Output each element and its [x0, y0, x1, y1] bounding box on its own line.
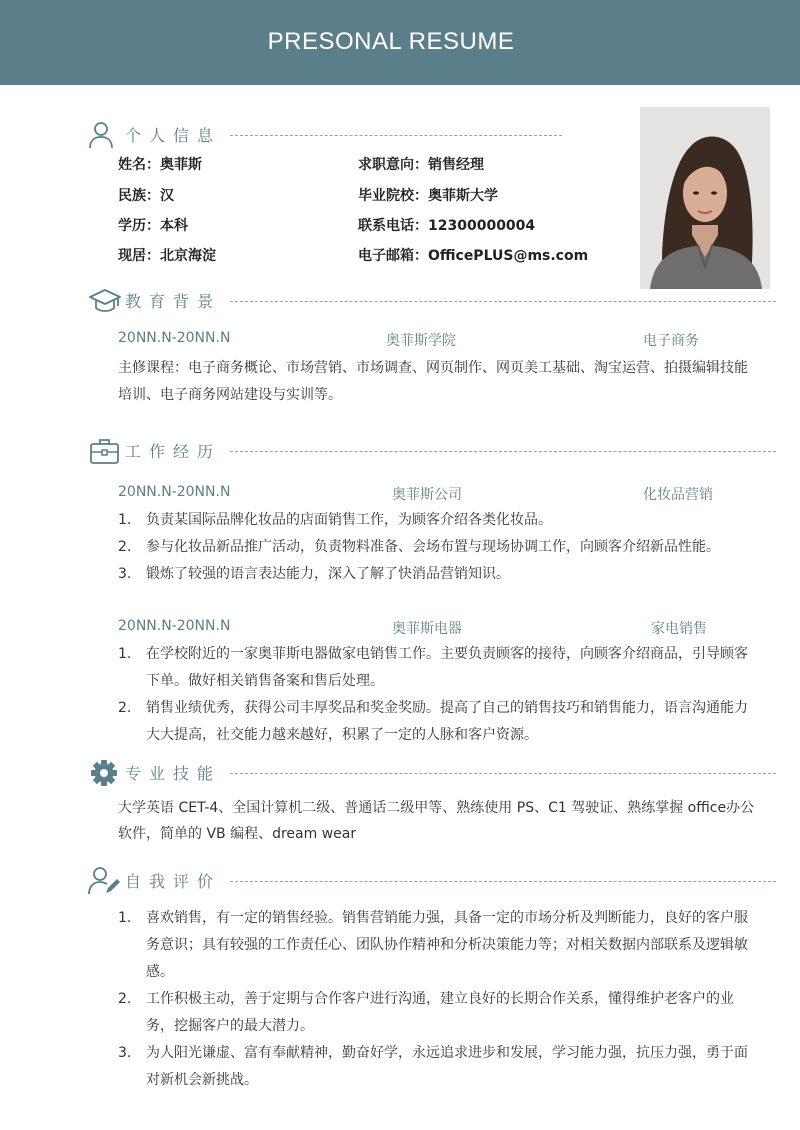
- info-ethnicity: 民族：汉: [118, 188, 174, 204]
- work-period: 20NN.N-20NN.N: [118, 618, 231, 634]
- list-item: 3. 为人阳光谦虚、富有奉献精神，勤奋好学，永远追求进步和发展，学习能力强，抗压力强，勇于面对新机会新挑战。: [118, 1045, 748, 1088]
- skills-text: 大学英语 CET-4、全国计算机二级、普通话二级甲等、熟练使用 PS、C1 驾驶证、熟练掌握 office办公软件，简单的 VB 编程、dream wear: [118, 800, 755, 842]
- section-divider: [230, 301, 776, 302]
- list-item: 2. 工作积极主动，善于定期与合作客户进行沟通，建立良好的长期合作关系，懂得维护老客户的业务，挖掘客户的最大潜力。: [118, 991, 734, 1034]
- work-company: 奥菲斯电器: [392, 621, 462, 637]
- person-edit-icon: [88, 866, 122, 896]
- section-title: 教育背景: [125, 292, 222, 311]
- section-divider: [230, 881, 776, 882]
- section-evaluation: [88, 866, 778, 896]
- work-role: 化妆品营销: [643, 487, 713, 503]
- gear-icon: [88, 758, 122, 788]
- work-company: 奥菲斯公司: [392, 487, 462, 503]
- header-bar: [0, 0, 800, 85]
- section-title: 自我评价: [125, 872, 222, 891]
- resume-title: PRESONAL RESUME: [267, 28, 515, 55]
- list-item: 1. 在学校附近的一家奥菲斯电器做家电销售工作。主要负责顾客的接待，向顾客介绍商品，引导顾客下单。做好相关销售备案和售后处理。: [118, 646, 748, 689]
- list-item: 1. 喜欢销售，有一定的销售经验。销售营销能力强，具备一定的市场分析及判断能力，良好的客户服务意识；具有较强的工作责任心、团队协作精神和分析决策能力等；对相关数据内部联系及逻辑敏感。: [118, 910, 748, 980]
- list-item: 2. 参与化妆品新品推广活动，负责物料准备、会场布置与现场协调工作，向顾客介绍新品性能。: [118, 539, 720, 555]
- section-divider: [230, 773, 776, 774]
- work-period: 20NN.N-20NN.N: [118, 484, 231, 500]
- education-period: 20NN.N-20NN.N: [118, 330, 231, 346]
- briefcase-icon: [88, 436, 122, 466]
- education-major: 电子商务: [643, 333, 699, 349]
- section-title: 个人信息: [125, 126, 222, 145]
- info-residence: 现居：北京海淀: [118, 248, 216, 264]
- section-work: [88, 436, 778, 466]
- education-row: [118, 330, 718, 350]
- info-email: 电子邮箱：OfficePLUS@ms.com: [358, 248, 589, 264]
- info-school: 毕业院校：奥菲斯大学: [358, 188, 498, 204]
- list-item: 2. 销售业绩优秀，获得公司丰厚奖品和奖金奖励。提高了自己的销售技巧和销售能力，语言沟通能力大大提高，社交能力越来越好，积累了一定的人脉和客户资源。: [118, 700, 748, 743]
- section-title: 工作经历: [125, 442, 222, 461]
- education-courses: 主修课程：电子商务概论、市场营销、市场调查、网页制作、网页美工基础、淘宝运营、拍摄编辑技能培训、电子商务网站建设与实训等。: [118, 360, 748, 403]
- graduation-cap-icon: [88, 286, 122, 316]
- person-icon: [88, 120, 122, 150]
- info-phone: 联系电话：12300000004: [358, 218, 536, 234]
- section-divider: [230, 451, 776, 452]
- info-name: 姓名：奥菲斯: [118, 157, 202, 173]
- section-title: 专业技能: [125, 764, 222, 783]
- section-personal-info: [88, 120, 778, 150]
- list-item: 1. 负责某国际品牌化妆品的店面销售工作，为顾客介绍各类化妆品。: [118, 512, 552, 528]
- education-school: 奥菲斯学院: [386, 333, 456, 349]
- list-item: 3. 锻炼了较强的语言表达能力，深入了解了快消品营销知识。: [118, 566, 510, 582]
- work-duties-list: [118, 507, 758, 588]
- work-row: [118, 484, 718, 504]
- info-job-intent: 求职意向：销售经理: [358, 157, 484, 173]
- section-skills: [88, 758, 778, 788]
- section-divider: [230, 135, 562, 136]
- work-role: 家电销售: [651, 621, 707, 637]
- section-education: [88, 286, 778, 316]
- work-row: [118, 618, 718, 638]
- evaluation-list: [118, 905, 758, 1094]
- info-degree: 学历：本科: [118, 218, 188, 234]
- work-duties-list: [118, 641, 758, 749]
